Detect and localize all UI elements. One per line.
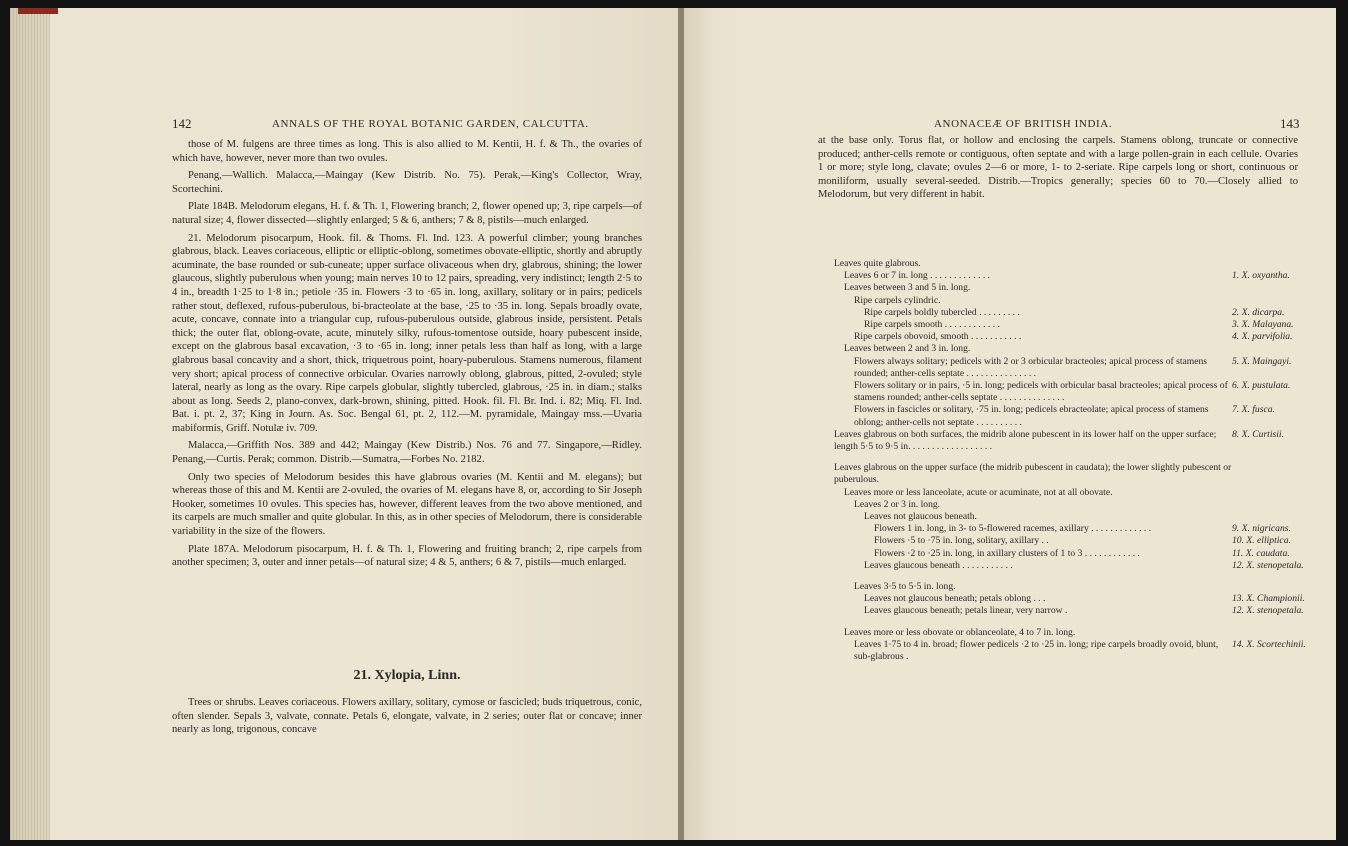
key-species bbox=[1232, 295, 1314, 307]
key-species: 5. X. Maingayi. bbox=[1232, 355, 1292, 367]
key-description: Leaves 3·5 to 5·5 in. long. bbox=[854, 581, 956, 593]
key-description: Leaves not glaucous beneath; petals oblong . . . bbox=[864, 593, 1046, 605]
key-row bbox=[834, 429, 1314, 453]
key-species bbox=[1232, 343, 1314, 355]
left-page bbox=[10, 8, 678, 840]
key-row bbox=[834, 258, 1314, 270]
key-row bbox=[834, 343, 1314, 355]
key-row bbox=[834, 356, 1314, 380]
paragraph: Plate 184B. Melodorum elegans, H. f. & Th. 1, Flowering branch; 2, flower opened up; 3, ripe carpels—of natural size; 4, flower dissected—slightly enlarged; 5 & 6, anthers; 7 & 8, pistils—much enlarged. bbox=[172, 201, 642, 226]
key-species bbox=[1232, 627, 1314, 639]
key-row bbox=[834, 307, 1314, 319]
key-row bbox=[834, 380, 1314, 404]
key-description: Leaves quite glabrous. bbox=[834, 258, 921, 269]
key-description: Flowers 1 in. long, in 3- to 5-flowered racemes, axillary . . . . . . . . . . . . . bbox=[874, 523, 1152, 535]
bookmark-ribbon bbox=[18, 8, 58, 14]
key-description: Leaves not glaucous beneath. bbox=[864, 511, 977, 523]
key-species: 7. X. fusca. bbox=[1232, 404, 1275, 416]
key-description: Leaves 1·75 to 4 in. broad; flower pedicels ·2 to ·25 in. long; ripe carpels broadly ovoid, blunt, sub-glabrous . bbox=[854, 638, 1221, 663]
key-row bbox=[834, 560, 1314, 572]
key-gap bbox=[834, 572, 1314, 581]
right-page bbox=[684, 8, 1336, 840]
paragraph: 21. Melodorum pisocarpum, Hook. fil. & Thoms. Fl. Ind. 123. A powerful climber; young branches glabrous, black. Leaves coriaceous, elliptic or elliptic-oblong, sometimes obovate-elliptic, shortly and abruptly acuminate, the base rounded or sub-cuneate; upper surface olivaceous when dry, glabrous, shining; the lower glaucous, slightly puberulous when young; main nerves 10 to 12 pairs, spreading, very indistinct; length 2·5 to 4 in., breadth 1·25 to 1·8 in.; petiole ·35 in. Flowers ·3 to ·65 in. long, axillary, solitary or in pairs; pedicels rather stout, deflexed, rufous-puberulous, bi-bracteolate at the base, ·25 to ·35 in. long. Sepals broadly ovate, acute, concave, connate into a triangular cup, rufous-puberulous outside, glabrous inside, persistent. Petals thick; the outer flat, oblong-ovate, acute, minutely silky, rufous-tomentose outside, hoary pubescent inside, except on the glabrous basal excavation, ·3 to ·65 in. long; inner petals less than half as long, with a large glabrous basal concavity and a short, thick, triquetrous point, hoary-puberulous. Stamens numerous, filament very short; apical process of connective orbicular. Ovaries narrowly oblong, glabrous, pitted, 2-ovuled; style lateral, nearly as long as the ovary. Ripe carpels globular, slightly tubercled, glabrous, ·25 in. in diam.; stalks about as long. Seeds 2, plano-convex, dark-brown, shining, pitted. Hook. fil. Fl. Br. Ind. i. 82; Miq. Fl. Ind. Bat. i. pt. 2, 37; King in Journ. As. Soc. Bengal 61, pt. 2, 112.—M. pyramidale, Maingay mss.—Uvaria mabiformis, Griff. Notulæ iv. 709. bbox=[172, 232, 642, 434]
key-row bbox=[834, 270, 1314, 282]
key-row bbox=[834, 593, 1314, 605]
key-description: Ripe carpels obovoid, smooth . . . . . . . . . . . bbox=[854, 331, 1022, 343]
key-species: 6. X. pustulata. bbox=[1232, 380, 1291, 392]
running-head: ANNALS OF THE ROYAL BOTANIC GARDEN, CALCUTTA. bbox=[272, 118, 589, 130]
paragraph: Penang,—Wallich. Malacca,—Maingay (Kew Distrib. No. 75). Perak,—King's Collector, Wray, Scortechini. bbox=[172, 170, 642, 195]
key-description: Leaves 2 or 3 in. long. bbox=[854, 498, 941, 510]
key-description: Flowers always solitary; pedicels with 2 or 3 orbicular bracteoles; apical process of stamens rounded; anther-cells septate . . . . . . . . . . . . . . . bbox=[854, 355, 1210, 379]
key-description: Ripe carpels boldly tubercled . . . . . . . . . bbox=[864, 306, 1020, 318]
key-description: Leaves more or less obovate or oblanceolate, 4 to 7 in. long. bbox=[844, 626, 1076, 638]
key-row bbox=[834, 319, 1314, 331]
key-row bbox=[834, 627, 1314, 639]
book-spread bbox=[10, 8, 1336, 840]
key-gap bbox=[834, 453, 1314, 462]
key-species bbox=[1232, 258, 1314, 270]
key-description: Flowers in fascicles or solitary, ·75 in. long; pedicels ebracteolate; apical process of stamens oblong; anther-cells not septate . . . . . . . . . . bbox=[854, 404, 1211, 428]
key-row bbox=[834, 295, 1314, 307]
key-species bbox=[1232, 499, 1314, 511]
key-row bbox=[834, 404, 1314, 428]
key-row bbox=[834, 605, 1314, 617]
key-species: 2. X. dicarpa. bbox=[1232, 306, 1285, 318]
key-species: 9. X. nigricans. bbox=[1232, 523, 1291, 535]
key-description: Flowers ·2 to ·25 in. long, in axillary clusters of 1 to 3 . . . . . . . . . . . . bbox=[874, 547, 1140, 559]
key-row bbox=[834, 487, 1314, 499]
key-row bbox=[834, 499, 1314, 511]
key-row bbox=[834, 535, 1314, 547]
key-species bbox=[1232, 581, 1314, 593]
key-description: Leaves 6 or 7 in. long . . . . . . . . . . . . . bbox=[844, 270, 991, 282]
key-species: 13. X. Championii. bbox=[1232, 593, 1305, 605]
key-row bbox=[834, 282, 1314, 294]
key-row bbox=[834, 548, 1314, 560]
key-species: 11. X. caudata. bbox=[1232, 547, 1290, 559]
key-description: Ripe carpels cylindric. bbox=[854, 294, 941, 306]
key-row bbox=[834, 331, 1314, 343]
key-gap bbox=[834, 618, 1314, 627]
key-row bbox=[834, 639, 1314, 663]
key-species: 3. X. Malayana. bbox=[1232, 319, 1294, 331]
key-description: Leaves glaucous beneath . . . . . . . . . . . bbox=[864, 559, 1013, 571]
key-species: 1. X. oxyantha. bbox=[1232, 270, 1290, 282]
key-species bbox=[1232, 282, 1314, 294]
genus-description-cont: at the base only. Torus flat, or hollow and enclosing the carpels. Stamens oblong, truncate or connective produced; anther-cells remote or contiguous, often septate and with a large pollen-grain in each cellule. Ovaries 1 or more; style long, clavate; ovules 2—6 or more, 1- to 2-seriate. Ripe carpels long or short, continuous or moniliform, usually several-seeded. Distrib.—Tropics generally; species 60 to 70.—Closely allied to Melodorum, but very different in habit. bbox=[818, 135, 1298, 201]
section-heading: 21. Xylopia, Linn. bbox=[353, 668, 461, 683]
key-species: 12. X. stenopetala. bbox=[1232, 605, 1304, 617]
running-head: ANONACEÆ OF BRITISH INDIA. bbox=[934, 118, 1113, 130]
key-description: Leaves more or less lanceolate, acute or acuminate, not at all obovate. bbox=[844, 486, 1113, 498]
page-number: 142 bbox=[172, 116, 192, 131]
key-description: Flowers ·5 to ·75 in. long, solitary, axillary . . bbox=[874, 535, 1049, 547]
key-row bbox=[834, 462, 1314, 486]
body-text bbox=[172, 138, 642, 574]
key-description: Flowers solitary or in pairs, ·5 in. long; pedicels with orbicular basal bracteoles; apical process of stamens rounded; anther-cells septate . . . . . . . . . . . . . . bbox=[854, 380, 1231, 404]
key-row bbox=[834, 523, 1314, 535]
key-species: 12. X. stenopetala. bbox=[1232, 559, 1304, 571]
key-species: 10. X. elliptica. bbox=[1232, 535, 1291, 547]
page-edges bbox=[10, 8, 50, 840]
paragraph: Only two species of Melodorum besides this have glabrous ovaries (M. Kentii and M. elegans); but whereas those of this and M. Kentii are 2-ovuled, the ovaries of M. elegans have 8, or, according to Sir Joseph Hooker, sometimes 10 ovules. This species has, however, different leaves from the two above mentioned, and its carpels are much smaller and quite globular. In this, as in other species of Melodorum, there is considerable variability in the size of the flowers. bbox=[172, 471, 642, 538]
key-description: Leaves between 2 and 3 in. long. bbox=[844, 343, 971, 355]
key-description: Leaves glaucous beneath; petals linear, very narrow . bbox=[864, 605, 1068, 617]
key-row bbox=[834, 511, 1314, 523]
genus-description: Trees or shrubs. Leaves coriaceous. Flowers axillary, solitary, cymose or fascicled; buds triquetrous, conic, often slender. Sepals 3, valvate, connate. Petals 6, elongate, valvate, in 2 series; outer flat or concave; inner nearly as long, trigonous, concave bbox=[172, 697, 642, 736]
species-key bbox=[834, 258, 1314, 663]
key-description: Leaves glabrous on the upper surface (the midrib pubescent in caudata); the lower slightly pubescent or puberulous. bbox=[834, 462, 1234, 486]
key-species bbox=[1232, 487, 1314, 499]
key-species bbox=[1232, 511, 1314, 523]
key-row bbox=[834, 581, 1314, 593]
paragraph: Malacca,—Griffith Nos. 389 and 442; Maingay (Kew Distrib.) Nos. 76 and 77. Singapore,—Ridley. Penang,—Curtis. Perak; common. Distrib.—Sumatra,—Forbes No. 2182. bbox=[172, 440, 642, 466]
page-number: 143 bbox=[1280, 116, 1300, 131]
paragraph: Plate 187A. Melodorum pisocarpum, H. f. & Th. 1, Flowering and fruiting branch; 2, ripe carpels from another specimen; 3, outer and inner petals—of natural size; 4 & 5, anthers; 6 & 7, pistils—much enlarged. bbox=[172, 543, 642, 569]
key-description: Ripe carpels smooth . . . . . . . . . . . . bbox=[864, 319, 1000, 331]
key-description: Leaves between 3 and 5 in. long. bbox=[844, 282, 971, 294]
key-species: 14. X. Scortechinii. bbox=[1232, 638, 1306, 650]
key-species: 4. X. parvifolia. bbox=[1232, 331, 1293, 343]
key-description: Leaves glabrous on both surfaces, the midrib alone pubescent in its lower half on the upper surface; length 5·5 to 9·5 in. . . . . . . . . . . . . . . . . . bbox=[834, 428, 1219, 453]
paragraph: those of M. fulgens are three times as long. This is also allied to M. Kentii, H. f. & Th., the ovaries of which have, however, never more than two ovules. bbox=[172, 139, 642, 164]
key-species: 8. X. Curtisii. bbox=[1232, 428, 1284, 440]
key-species bbox=[1232, 462, 1314, 486]
